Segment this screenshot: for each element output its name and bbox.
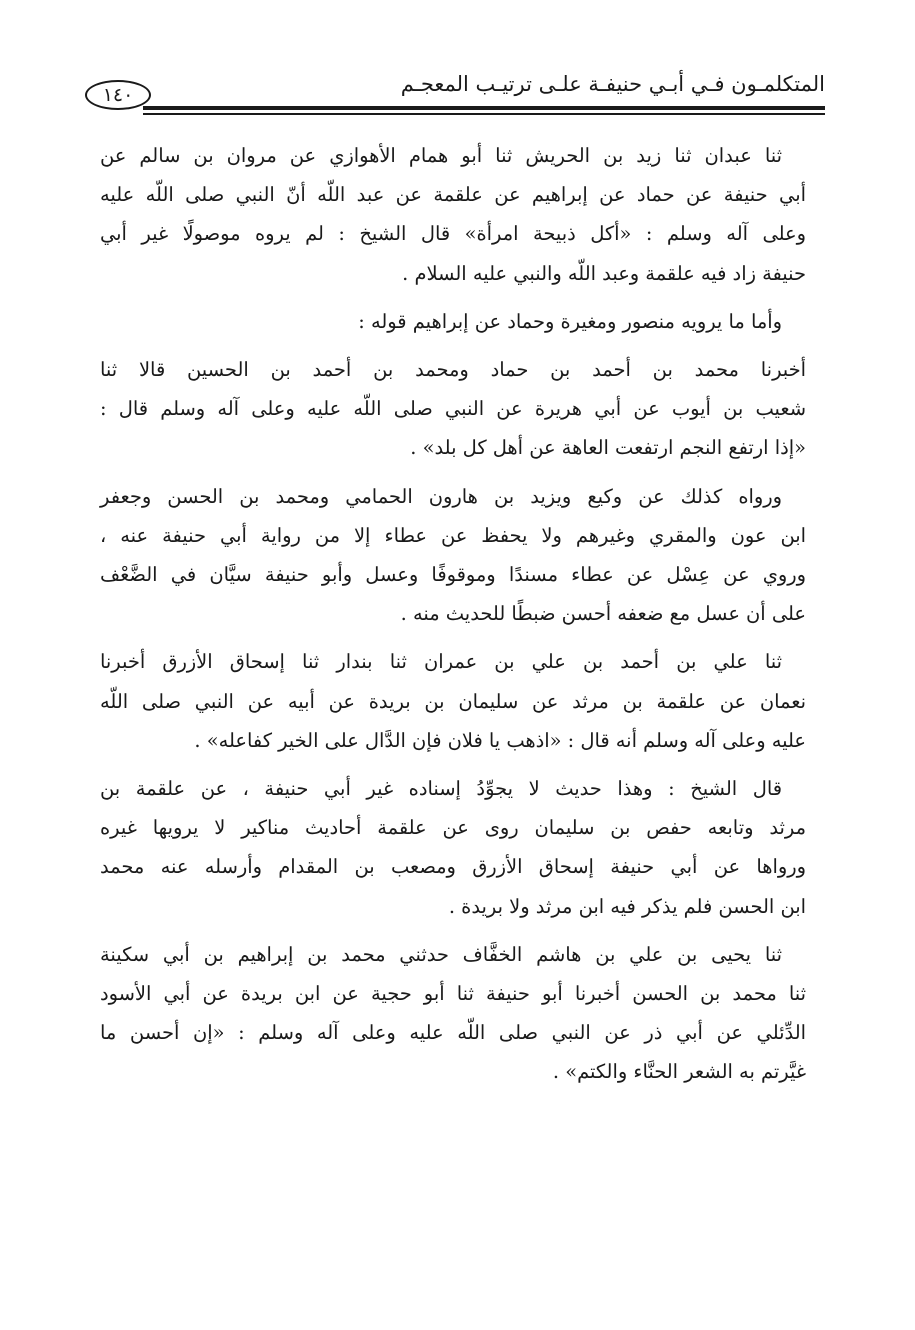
text-line: ورواه كذلك عن وكيع ويزيد بن هارون الحمامي ومحمد بن الحسن وجعفر xyxy=(100,484,782,508)
text-line: الدِّئلي عن أبي ذر عن النبي صلى اللّه عليه وعلى آله وسلم : «إن أحسن ما xyxy=(100,1021,806,1045)
text-line: أبي حنيفة عن حماد عن إبراهيم عن علقمة عن عبد اللّه أنّ النبي صلى اللّه عليه xyxy=(100,183,806,207)
paragraph xyxy=(100,136,806,293)
text-line: ثنا علي بن أحمد بن علي بن عمران ثنا بندار ثنا إسحاق الأزرق أخبرنا xyxy=(100,650,782,674)
text-line: حنيفة زاد فيه علقمة وعبد اللّه والنبي عليه السلام . xyxy=(402,261,806,285)
text-line: وعلى آله وسلم : «أكل ذبيحة امرأة» قال الشيخ : لم يروه موصولًا غير أبي xyxy=(100,222,806,246)
text-line: شعيب بن أيوب عن أبي هريرة عن النبي صلى اللّه عليه وعلى آله وسلم قال : xyxy=(100,397,806,421)
page-number-badge: ١٤٠ xyxy=(85,80,151,110)
text-line: ابن الحسن فلم يذكر فيه ابن مرثد ولا بريدة . xyxy=(448,894,806,918)
text-line: وروي عن عِسْل عن عطاء مسندًا وموقوفًا وعسل وأبو حنيفة سيَّان في الضَّعْف xyxy=(100,563,806,587)
text-line: نعمان عن علقمة بن مرثد عن سليمان بن بريدة عن أبيه عن النبي صلى اللّه xyxy=(100,689,806,713)
text-line: غيَّرتم به الشعر الحنَّاء والكتم» . xyxy=(552,1060,806,1084)
header-rule-thick xyxy=(143,106,825,110)
paragraph xyxy=(100,302,806,341)
paragraph xyxy=(100,642,806,760)
paragraph xyxy=(100,477,806,634)
text-line: ثنا يحيى بن علي بن هاشم الخفَّاف حدثني محمد بن إبراهيم بن أبي سكينة xyxy=(100,942,782,966)
text-line: «إذا ارتفع النجم ارتفعت العاهة عن أهل كل بلد» . xyxy=(410,436,806,460)
header-rule-thin xyxy=(143,113,825,115)
paragraph xyxy=(100,935,806,1092)
text-line: قال الشيخ : وهذا حديث لا يجوِّدُ إسناده غير أبي حنيفة ، عن علقمة بن xyxy=(100,777,782,801)
paragraph xyxy=(100,350,806,468)
text-line: ثنا محمد بن الحسن أخبرنا أبو حنيفة ثنا أبو حجية عن ابن بريدة عن أبي الأسود xyxy=(100,982,806,1006)
paragraph xyxy=(100,769,806,926)
page-body xyxy=(100,136,806,1092)
text-line: ورواها عن أبي حنيفة إسحاق الأزرق ومصعب بن المقدام وأرسله عنه محمد xyxy=(100,855,806,879)
running-header xyxy=(85,66,825,126)
text-line: أخبرنا محمد بن أحمد بن حماد ومحمد بن أحمد بن الحسين قالا ثنا xyxy=(100,358,806,382)
text-line: مرثد وتابعه حفص بن سليمان روى عن علقمة أحاديث مناكير لا يرويها غيره xyxy=(100,816,806,840)
text-line: وأما ما يرويه منصور ومغيرة وحماد عن إبراهيم قوله : xyxy=(358,309,782,333)
text-line: ابن عون والمقري وغيرهم ولا يحفظ عن عطاء إلا من رواية أبي حنيفة عنه ، xyxy=(100,523,806,547)
text-line: عليه وعلى آله وسلم أنه قال : «اذهب يا فلان فإن الدَّال على الخير كفاعله» . xyxy=(194,728,806,752)
text-line: ثنا عبدان ثنا زيد بن الحريش ثنا أبو همام الأهوازي عن مروان بن سالم عن xyxy=(100,144,782,167)
text-line: على أن عسل مع ضعفه أحسن ضبطًا للحديث منه . xyxy=(400,602,806,626)
header-title: المتكلمـون فـي أبـي حنيفـة علـى ترتيـب المعجـم xyxy=(400,72,825,96)
